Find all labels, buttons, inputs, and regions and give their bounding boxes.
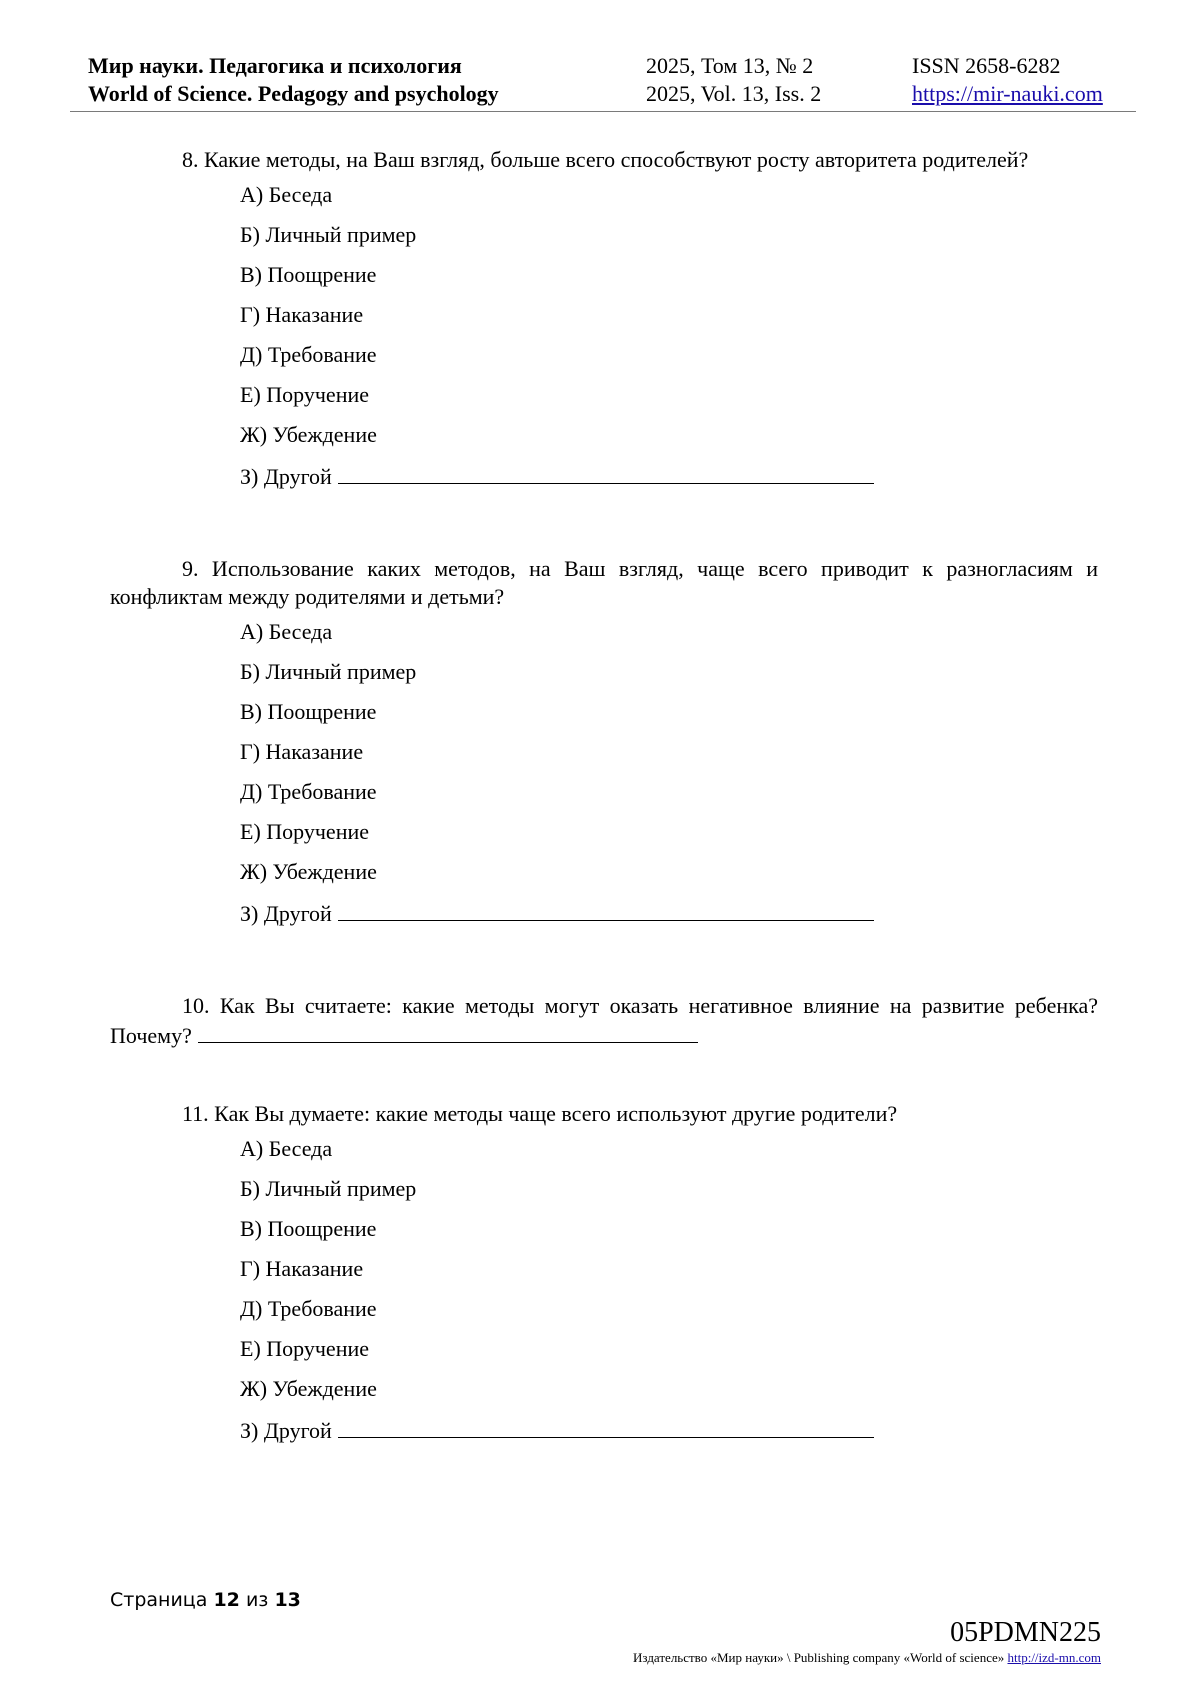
header-divider [70,111,1136,112]
journal-title-en: World of Science. Pedagogy and psychology [88,81,499,106]
journal-title-ru: Мир науки. Педагогика и психология [88,53,462,78]
question-8: 8. Какие методы, на Ваш взгляд, больше всего способствуют росту авторитета родителей? [182,147,1029,172]
other-answer-line[interactable] [338,1415,874,1438]
option-other [240,1415,1098,1455]
page-of: из [245,1589,269,1611]
option-b: Б) Личный пример [240,222,417,247]
question-10-text: 10. Как Вы считаете: какие методы могут оказать негативное влияние на развитие ребенка? Почему? [110,993,1098,1048]
option-other-label: З) Другой [240,901,332,926]
option-g: Г) Наказание [240,739,364,764]
journal-header [88,52,1128,108]
other-answer-line[interactable] [338,461,874,484]
option-other [240,898,1098,938]
option-other [240,461,1098,501]
option-a: А) Беседа [240,619,333,644]
answer-line[interactable] [198,1020,698,1043]
question-10 [110,992,1098,1050]
publisher-link[interactable]: http://izd-mn.com [1007,1650,1101,1665]
question-11-options [240,1135,1098,1455]
page-current: 12 [213,1589,240,1611]
publisher-name: Издательство «Мир науки» \ Publishing company «World of science» [633,1650,1005,1665]
publisher-line [633,1650,1101,1666]
option-d: Д) Требование [240,342,377,367]
question-11: 11. Как Вы думаете: какие методы чаще всего используют другие родители? [182,1101,898,1126]
option-zh: Ж) Убеждение [240,1376,377,1401]
option-v: В) Поощрение [240,262,377,287]
option-b: Б) Личный пример [240,1176,417,1201]
option-zh: Ж) Убеждение [240,422,377,447]
option-a: А) Беседа [240,182,333,207]
question-9: 9. Использование каких методов, на Ваш взгляд, чаще всего приводит к разногласиям и конфликтам между родителями и детьми? [110,556,1098,609]
option-v: В) Поощрение [240,1216,377,1241]
question-9-options [240,618,1098,938]
article-code: 05PDMN225 [950,1617,1101,1648]
option-zh: Ж) Убеждение [240,859,377,884]
option-d: Д) Требование [240,779,377,804]
option-g: Г) Наказание [240,1256,364,1281]
option-other-label: З) Другой [240,464,332,489]
other-answer-line[interactable] [338,898,874,921]
issue-ru: 2025, Том 13, № 2 [646,53,814,78]
questionnaire [110,146,1098,1455]
option-d: Д) Требование [240,1296,377,1321]
option-g: Г) Наказание [240,302,364,327]
option-a: А) Беседа [240,1136,333,1161]
option-e: Е) Поручение [240,382,370,407]
issn: ISSN 2658-6282 [912,53,1061,78]
page-word: Страница [110,1589,208,1611]
issue-en: 2025, Vol. 13, Iss. 2 [646,81,822,106]
option-v: В) Поощрение [240,699,377,724]
journal-url-link[interactable]: https://mir-nauki.com [912,81,1103,106]
option-e: Е) Поручение [240,819,370,844]
question-8-options [240,181,1098,501]
page-total: 13 [274,1589,301,1611]
option-e: Е) Поручение [240,1336,370,1361]
option-b: Б) Личный пример [240,659,417,684]
page-number [110,1589,301,1611]
option-other-label: З) Другой [240,1418,332,1443]
